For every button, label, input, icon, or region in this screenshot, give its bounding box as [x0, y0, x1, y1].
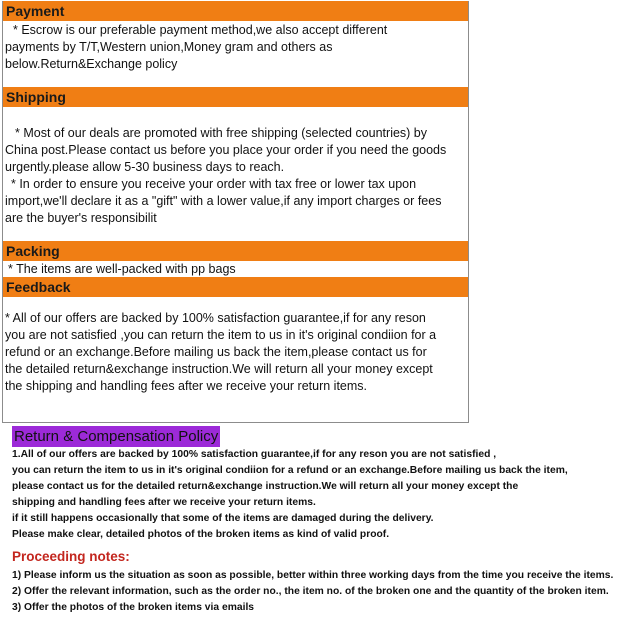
feedback-line: the detailed return&exchange instruction.We will return all your money except — [5, 362, 433, 376]
packing-header: Packing — [3, 241, 468, 261]
return-policy-line: you can return the item to us in it's original condiion for a refund or an exchange.Before mailing us back the item, — [12, 465, 568, 476]
payment-line: * Escrow is our preferable payment method,we also accept different — [13, 23, 388, 37]
proceeding-note: 2) Offer the relevant information, such as the order no., the item no. of the broken one and the quantity of the broken item. — [12, 586, 609, 597]
shipping-text — [5, 125, 467, 227]
payment-line: below.Return&Exchange policy — [5, 57, 178, 71]
feedback-line: refund or an exchange.Before mailing us back the item,please contact us for — [5, 345, 427, 359]
proceeding-note: 3) Offer the photos of the broken items via emails — [12, 602, 255, 613]
payment-text — [5, 22, 467, 73]
shipping-line: are the buyer's responsibilit — [5, 211, 157, 225]
payment-header: Payment — [3, 1, 468, 21]
return-policy-line: if it still happens occasionally that some of the items are damaged during the delivery. — [12, 513, 434, 524]
packing-line: * The items are well-packed with pp bags — [8, 262, 236, 276]
feedback-line: you are not satisfied ,you can return the item to us in it's original condiion for a — [5, 328, 437, 342]
feedback-line: the shipping and handling fees after we receive your return items. — [5, 379, 368, 393]
return-policy-title: Return & Compensation Policy — [14, 428, 219, 445]
feedback-header: Feedback — [3, 277, 468, 297]
feedback-text — [5, 310, 467, 395]
packing-text — [5, 261, 467, 278]
proceeding-notes-title: Proceeding notes: — [12, 549, 130, 564]
payment-line: payments by T/T,Western union,Money gram and others as — [5, 40, 333, 54]
return-policy-line: shipping and handling fees after we receive your return items. — [12, 497, 316, 508]
return-policy-section — [12, 426, 641, 616]
return-policy-line: Please make clear, detailed photos of the broken items as kind of valid proof. — [12, 529, 390, 540]
feedback-line: * All of our offers are backed by 100% satisfaction guarantee,if for any reson — [5, 311, 426, 325]
shipping-line: * In order to ensure you receive your order with tax free or lower tax upon — [11, 177, 417, 191]
return-policy-line: please contact us for the detailed return&exchange instruction.We will return all your money except the — [12, 481, 519, 492]
return-policy-line: 1.All of our offers are backed by 100% satisfaction guarantee,if for any reson you are not satisfied , — [12, 449, 497, 460]
shipping-line: import,we'll declare it as a "gift" with a lower value,if any import charges or fees — [5, 194, 442, 208]
shipping-header: Shipping — [3, 87, 468, 107]
proceeding-note: 1) Please inform us the situation as soon as possible, better within three working days from the time you receive the items. — [12, 570, 614, 581]
shipping-line: China post.Please contact us before you place your order if you need the goods — [5, 143, 447, 157]
shipping-line: urgently.please allow 5-30 business days to reach. — [5, 160, 285, 174]
shipping-line: * Most of our deals are promoted with free shipping (selected countries) by — [15, 126, 428, 140]
